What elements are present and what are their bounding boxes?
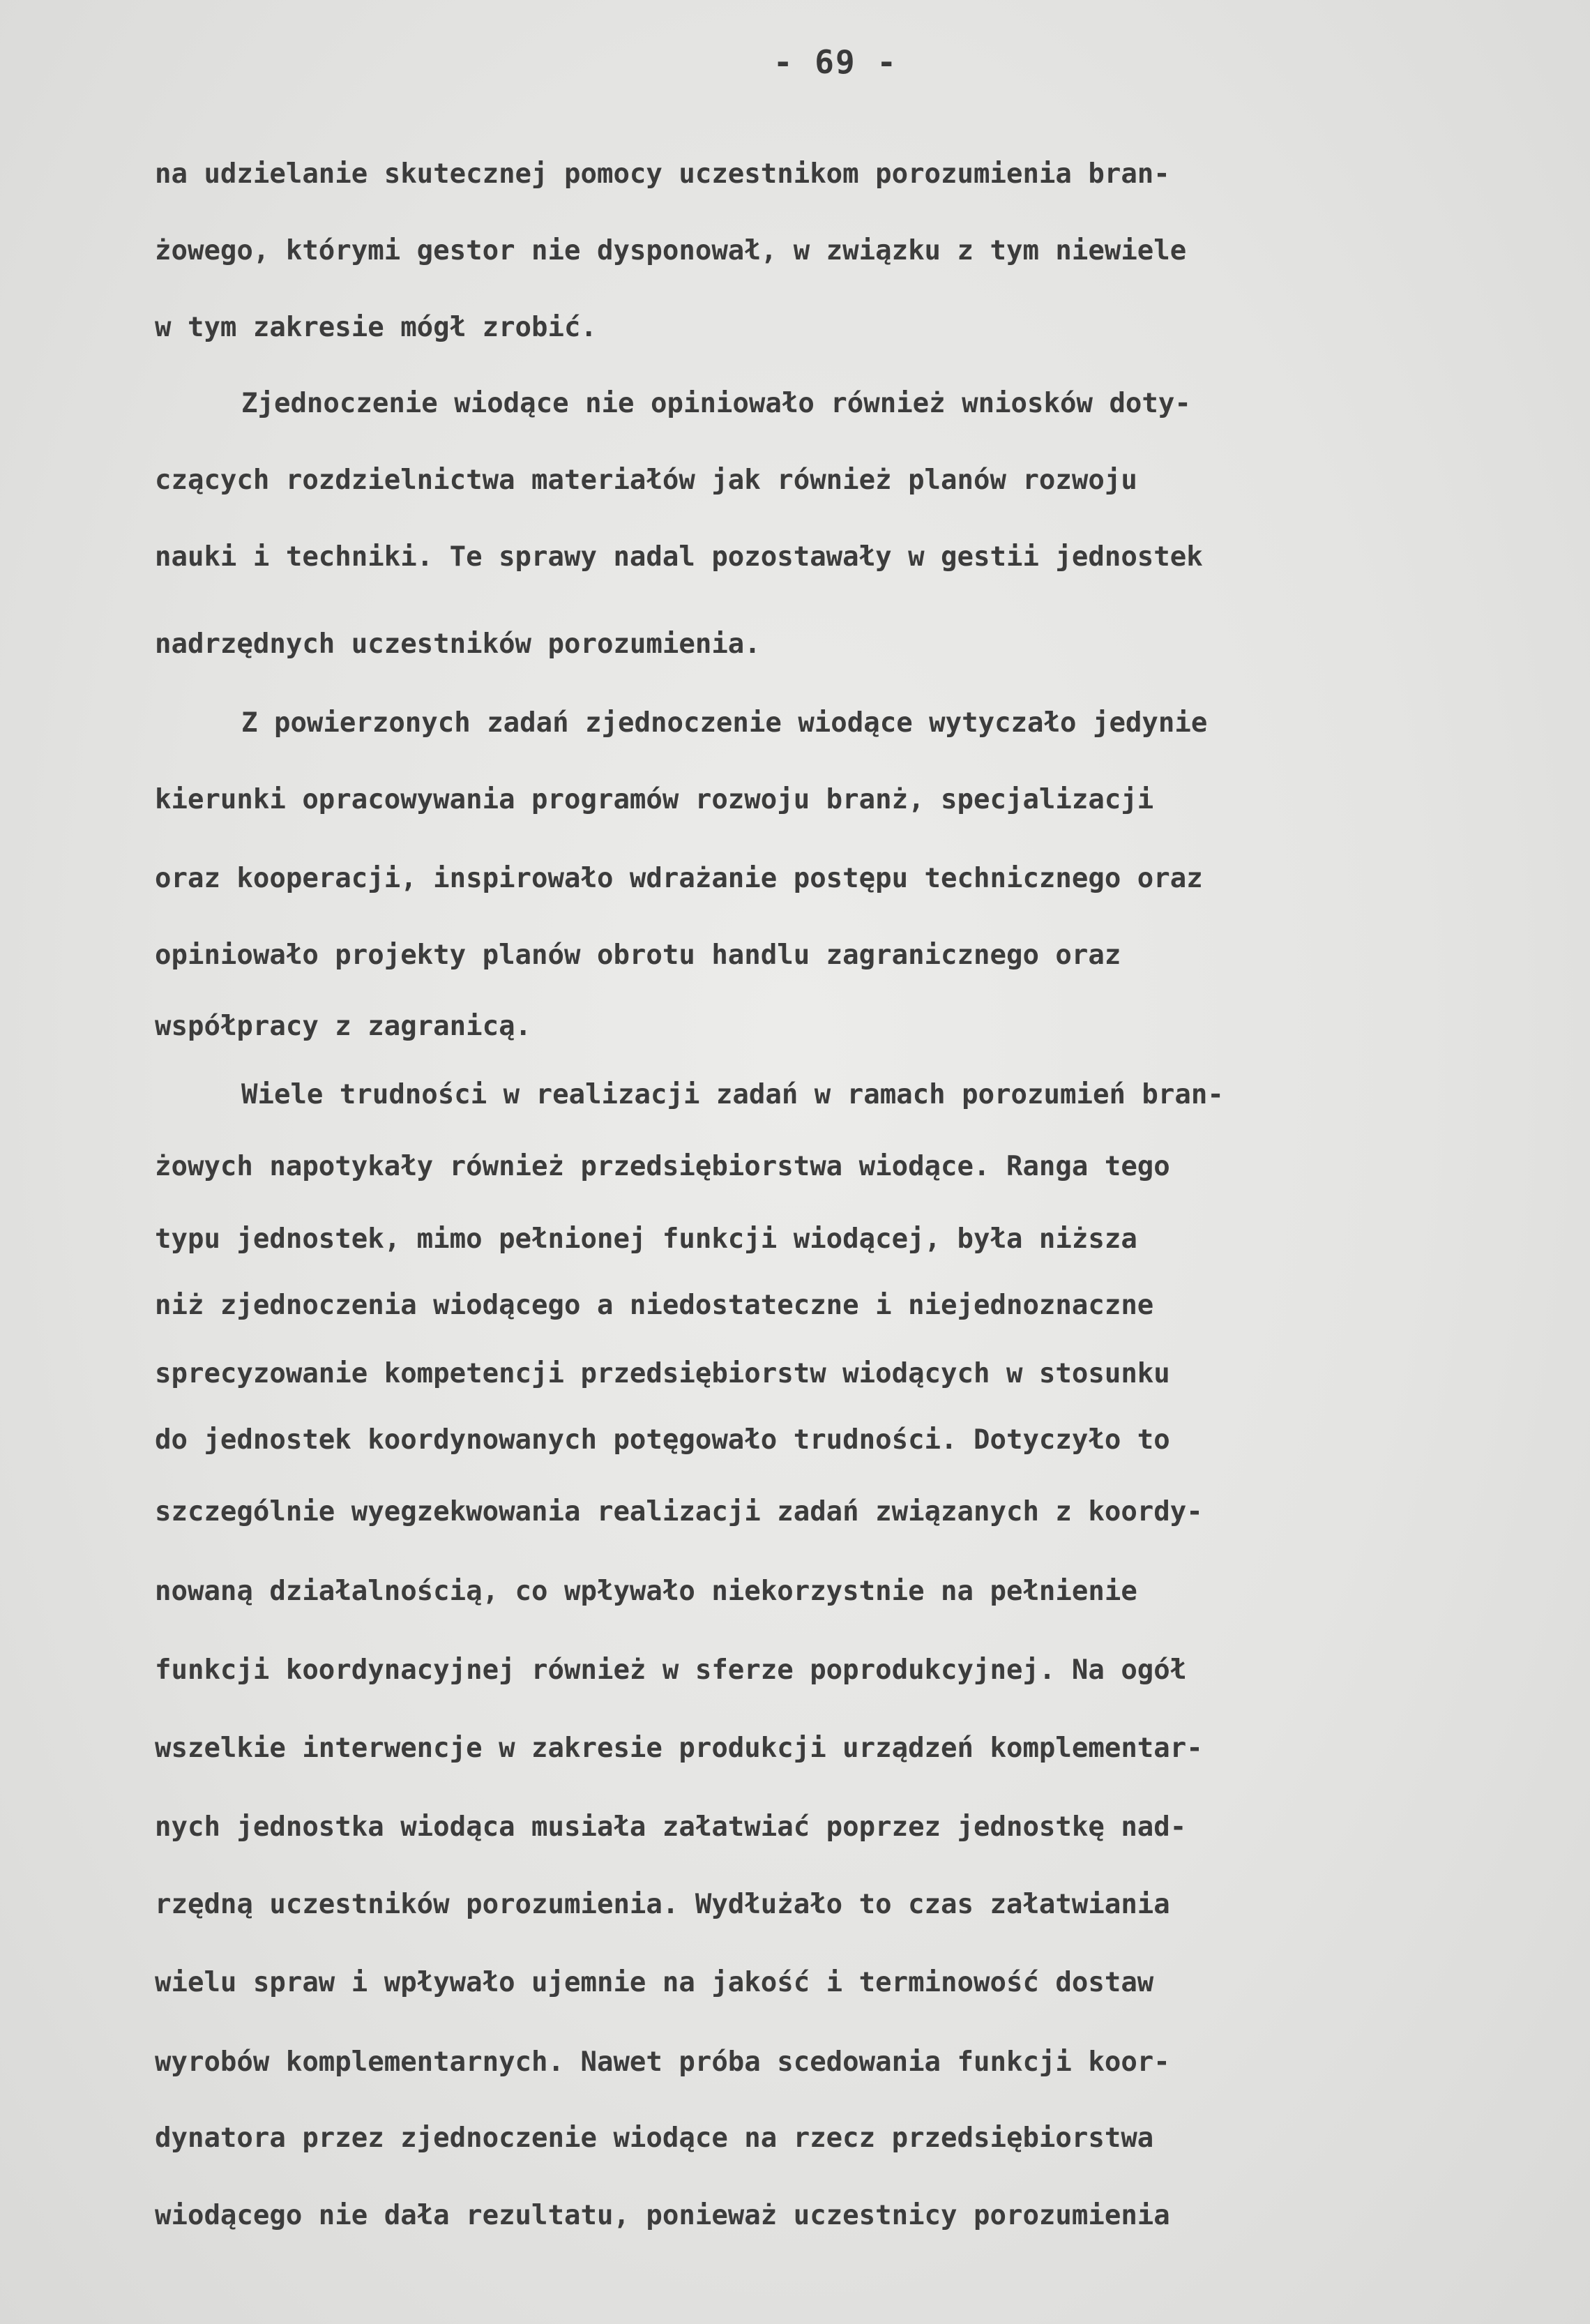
text-line: czących rozdzielnictwa materiałów jak również planów rozwoju [155,465,1137,496]
text-line: wielu spraw i wpływało ujemnie na jakość i terminowość dostaw [155,1967,1154,1998]
text-line: sprecyzowanie kompetencji przedsiębiorstw wiodących w stosunku [155,1358,1170,1389]
text-line: nych jednostka wiodąca musiała załatwiać poprzez jednostkę nad- [155,1811,1187,1843]
text-line: nauki i techniki. Te sprawy nadal pozostawały w gestii jednostek [155,541,1203,573]
text-line: wiodącego nie dała rezultatu, ponieważ uczestnicy porozumienia [155,2200,1170,2231]
text-line: szczególnie wyegzekwowania realizacji zadań związanych z koordy- [155,1496,1203,1527]
text-line: nadrzędnych uczestników porozumienia. [155,628,761,660]
text-line: funkcji koordynacyjnej również w sferze poprodukcyjnej. Na ogół [155,1654,1187,1686]
text-line: żowych napotykały również przedsiębiorstwa wiodące. Ranga tego [155,1151,1170,1182]
text-line: wyrobów komplementarnych. Nawet próba scedowania funkcji koor- [155,2046,1170,2078]
text-line: żowego, którymi gestor nie dysponował, w związku z tym niewiele [155,235,1187,266]
text-line: dynatora przez zjednoczenie wiodące na rzecz przedsiębiorstwa [155,2122,1154,2154]
text-line: rzędną uczestników porozumienia. Wydłużało to czas załatwiania [155,1889,1170,1920]
text-line: niż zjednoczenia wiodącego a niedostateczne i niejednoznaczne [155,1290,1154,1321]
text-line: w tym zakresie mógł zrobić. [155,312,597,343]
page-number: - 69 - [773,43,898,81]
text-line: współpracy z zagranicą. [155,1011,532,1042]
text-line: opiniowało projekty planów obrotu handlu zagranicznego oraz [155,940,1121,971]
text-line: nowaną działalnością, co wpływało niekorzystnie na pełnienie [155,1576,1137,1607]
text-line: Z powierzonych zadań zjednoczenie wiodące wytyczało jedynie [241,707,1208,739]
text-line: typu jednostek, mimo pełnionej funkcji wiodącej, była niższa [155,1223,1137,1255]
text-line: kierunki opracowywania programów rozwoju branż, specjalizacji [155,784,1154,815]
text-line: Zjednoczenie wiodące nie opiniowało również wniosków doty- [241,388,1191,419]
text-line: na udzielanie skutecznej pomocy uczestnikom porozumienia bran- [155,158,1170,190]
text-line: do jednostek koordynowanych potęgowało trudności. Dotyczyło to [155,1424,1170,1456]
text-line: wszelkie interwencje w zakresie produkcji urządzeń komplementar- [155,1733,1203,1764]
text-line: Wiele trudności w realizacji zadań w ramach porozumień bran- [241,1079,1224,1110]
text-line: oraz kooperacji, inspirowało wdrażanie postępu technicznego oraz [155,863,1203,894]
